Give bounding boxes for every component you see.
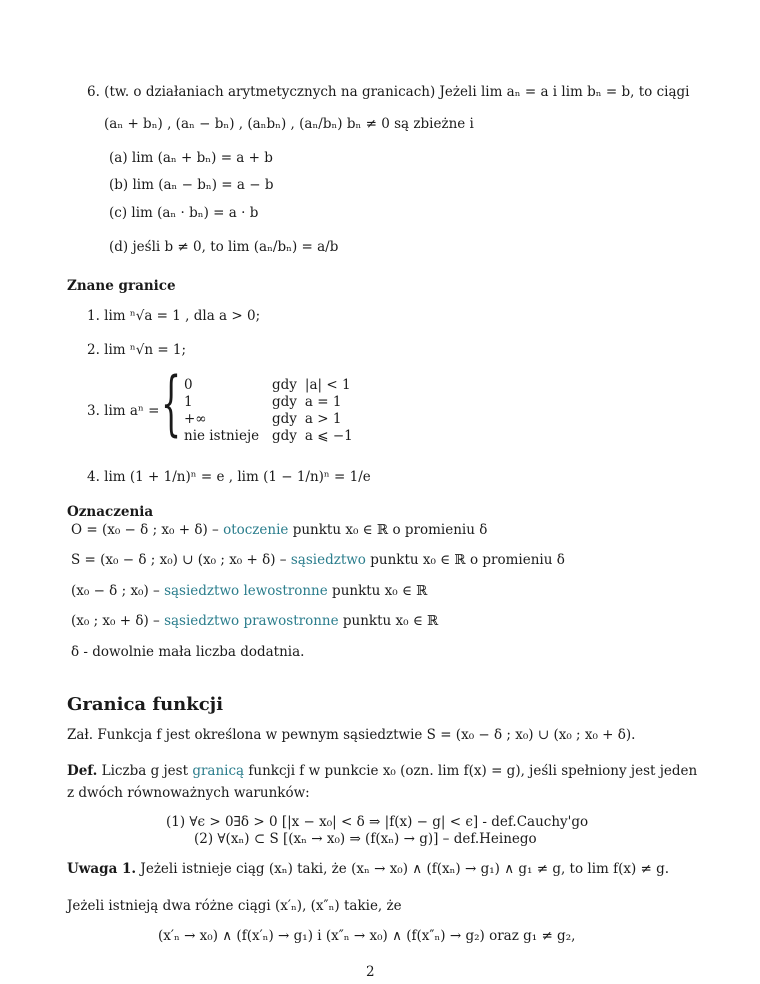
case-cond: |a| < 1 — [304, 377, 351, 393]
cases-table — [180, 377, 357, 445]
assumption: Zał. Funkcja f jest określona w pewnym sąsiedztwie S = (x₀ − δ ; x₀) ∪ (x₀ ; x₀ + δ). — [67, 727, 636, 743]
case-row — [180, 377, 357, 394]
case-row — [180, 411, 357, 428]
case-value: 1 — [184, 394, 193, 410]
remark-label: Uwaga 1. — [67, 861, 137, 877]
def-pre: Liczba g jest — [101, 763, 189, 779]
notation-right — [71, 613, 438, 629]
right-math: (x₀ ; x₀ + δ) – — [71, 613, 160, 629]
section-title: Granica funkcji — [67, 694, 224, 715]
left-term: sąsiedztwo lewostronne — [164, 583, 328, 599]
case-value: 0 — [184, 377, 193, 393]
two-sequences-formula: (x′ₙ → x₀) ∧ (f(x′ₙ) → g₁) i (x″ₙ → x₀) ∧ (f(x″ₙ) → g₂) oraz g₁ ≠ g₂, — [158, 928, 576, 944]
case-cond-word: gdy — [272, 411, 297, 427]
def-term: granicą — [192, 763, 245, 779]
thm6-item-c: (c) lim (aₙ · bₙ) = a · b — [109, 205, 259, 221]
case-cond: a ⩽ −1 — [304, 428, 353, 444]
case-cond: a > 1 — [304, 411, 342, 427]
otoczenie-term: otoczenie — [223, 522, 289, 538]
definition-line2: z dwóch równoważnych warunków: — [67, 785, 310, 801]
case-cond: a = 1 — [304, 394, 342, 410]
known-limit-2: 2. lim ⁿ√n = 1; — [87, 342, 187, 358]
known-limits-heading: Znane granice — [67, 278, 176, 294]
page-number: 2 — [366, 964, 375, 980]
notation-left — [71, 583, 428, 599]
sasiedztwo-term: sąsiedztwo — [290, 552, 366, 568]
condition-heine: (2) ∀(xₙ) ⊂ S [(xₙ → x₀) ⇒ (f(xₙ) → g)] – def.Heinego — [194, 831, 537, 847]
thm6-item-b: (b) lim (aₙ − bₙ) = a − b — [109, 177, 274, 193]
right-term: sąsiedztwo prawostronne — [164, 613, 339, 629]
def-post: funkcji f w punkcie x₀ (ozn. lim f(x) = g), jeśli spełniony jest jeden — [248, 763, 698, 779]
def-label: Def. — [67, 763, 98, 779]
notation-heading: Oznaczenia — [67, 504, 154, 520]
known-limit-4: 4. lim (1 + 1/n)ⁿ = e , lim (1 − 1/n)ⁿ = 1/e — [87, 469, 371, 485]
left-math: (x₀ − δ ; x₀) – — [71, 583, 160, 599]
thm6-line2: (aₙ + bₙ) , (aₙ − bₙ) , (aₙbₙ) , (aₙ/bₙ) bₙ ≠ 0 są zbieżne i — [104, 116, 474, 132]
thm6-line1: 6. (tw. o działaniach arytmetycznych na granicach) Jeżeli lim aₙ = a i lim bₙ = b, to ciągi — [87, 84, 690, 100]
definition-line1 — [67, 763, 697, 779]
case-cond-word: gdy — [272, 394, 297, 410]
remark-text: Jeżeli istnieje ciąg (xₙ) taki, że (xₙ → x₀) ∧ (f(xₙ) → g₁) ∧ g₁ ≠ g, to lim f(x) ≠ g. — [140, 861, 670, 877]
otoczenie-rest: punktu x₀ ∈ ℝ o promieniu δ — [292, 522, 488, 538]
case-cond-word: gdy — [272, 377, 297, 393]
thm6-item-a: (a) lim (aₙ + bₙ) = a + b — [109, 150, 273, 166]
remark — [67, 861, 669, 877]
right-rest: punktu x₀ ∈ ℝ — [342, 613, 439, 629]
case-value: +∞ — [184, 411, 207, 427]
case-row — [180, 394, 357, 411]
otoczenie-math: O = (x₀ − δ ; x₀ + δ) – — [71, 522, 219, 538]
case-row — [180, 428, 357, 445]
case-cond-word: gdy — [272, 428, 297, 444]
thm6-item-d: (d) jeśli b ≠ 0, to lim (aₙ/bₙ) = a/b — [109, 239, 339, 255]
sasiedztwo-rest: punktu x₀ ∈ ℝ o promieniu δ — [370, 552, 565, 568]
sasiedztwo-math: S = (x₀ − δ ; x₀) ∪ (x₀ ; x₀ + δ) – — [71, 552, 287, 568]
condition-cauchy: (1) ∀ϵ > 0∃δ > 0 [|x − x₀| < δ ⇒ |f(x) − g| < ϵ] - def.Cauchy'go — [166, 814, 589, 830]
notation-delta: δ - dowolnie mała liczba dodatnia. — [71, 644, 305, 660]
case-value: nie istnieje — [184, 428, 260, 444]
left-rest: punktu x₀ ∈ ℝ — [332, 583, 428, 599]
known-limit-3-label: 3. lim aⁿ = — [87, 403, 160, 419]
notation-otoczenie — [71, 522, 487, 538]
cases-brace: { — [161, 362, 182, 444]
notation-sasiedztwo — [71, 552, 565, 568]
known-limit-1: 1. lim ⁿ√a = 1 , dla a > 0; — [87, 308, 261, 324]
two-sequences: Jeżeli istnieją dwa różne ciągi (x′ₙ), (x″ₙ) takie, że — [67, 898, 402, 914]
